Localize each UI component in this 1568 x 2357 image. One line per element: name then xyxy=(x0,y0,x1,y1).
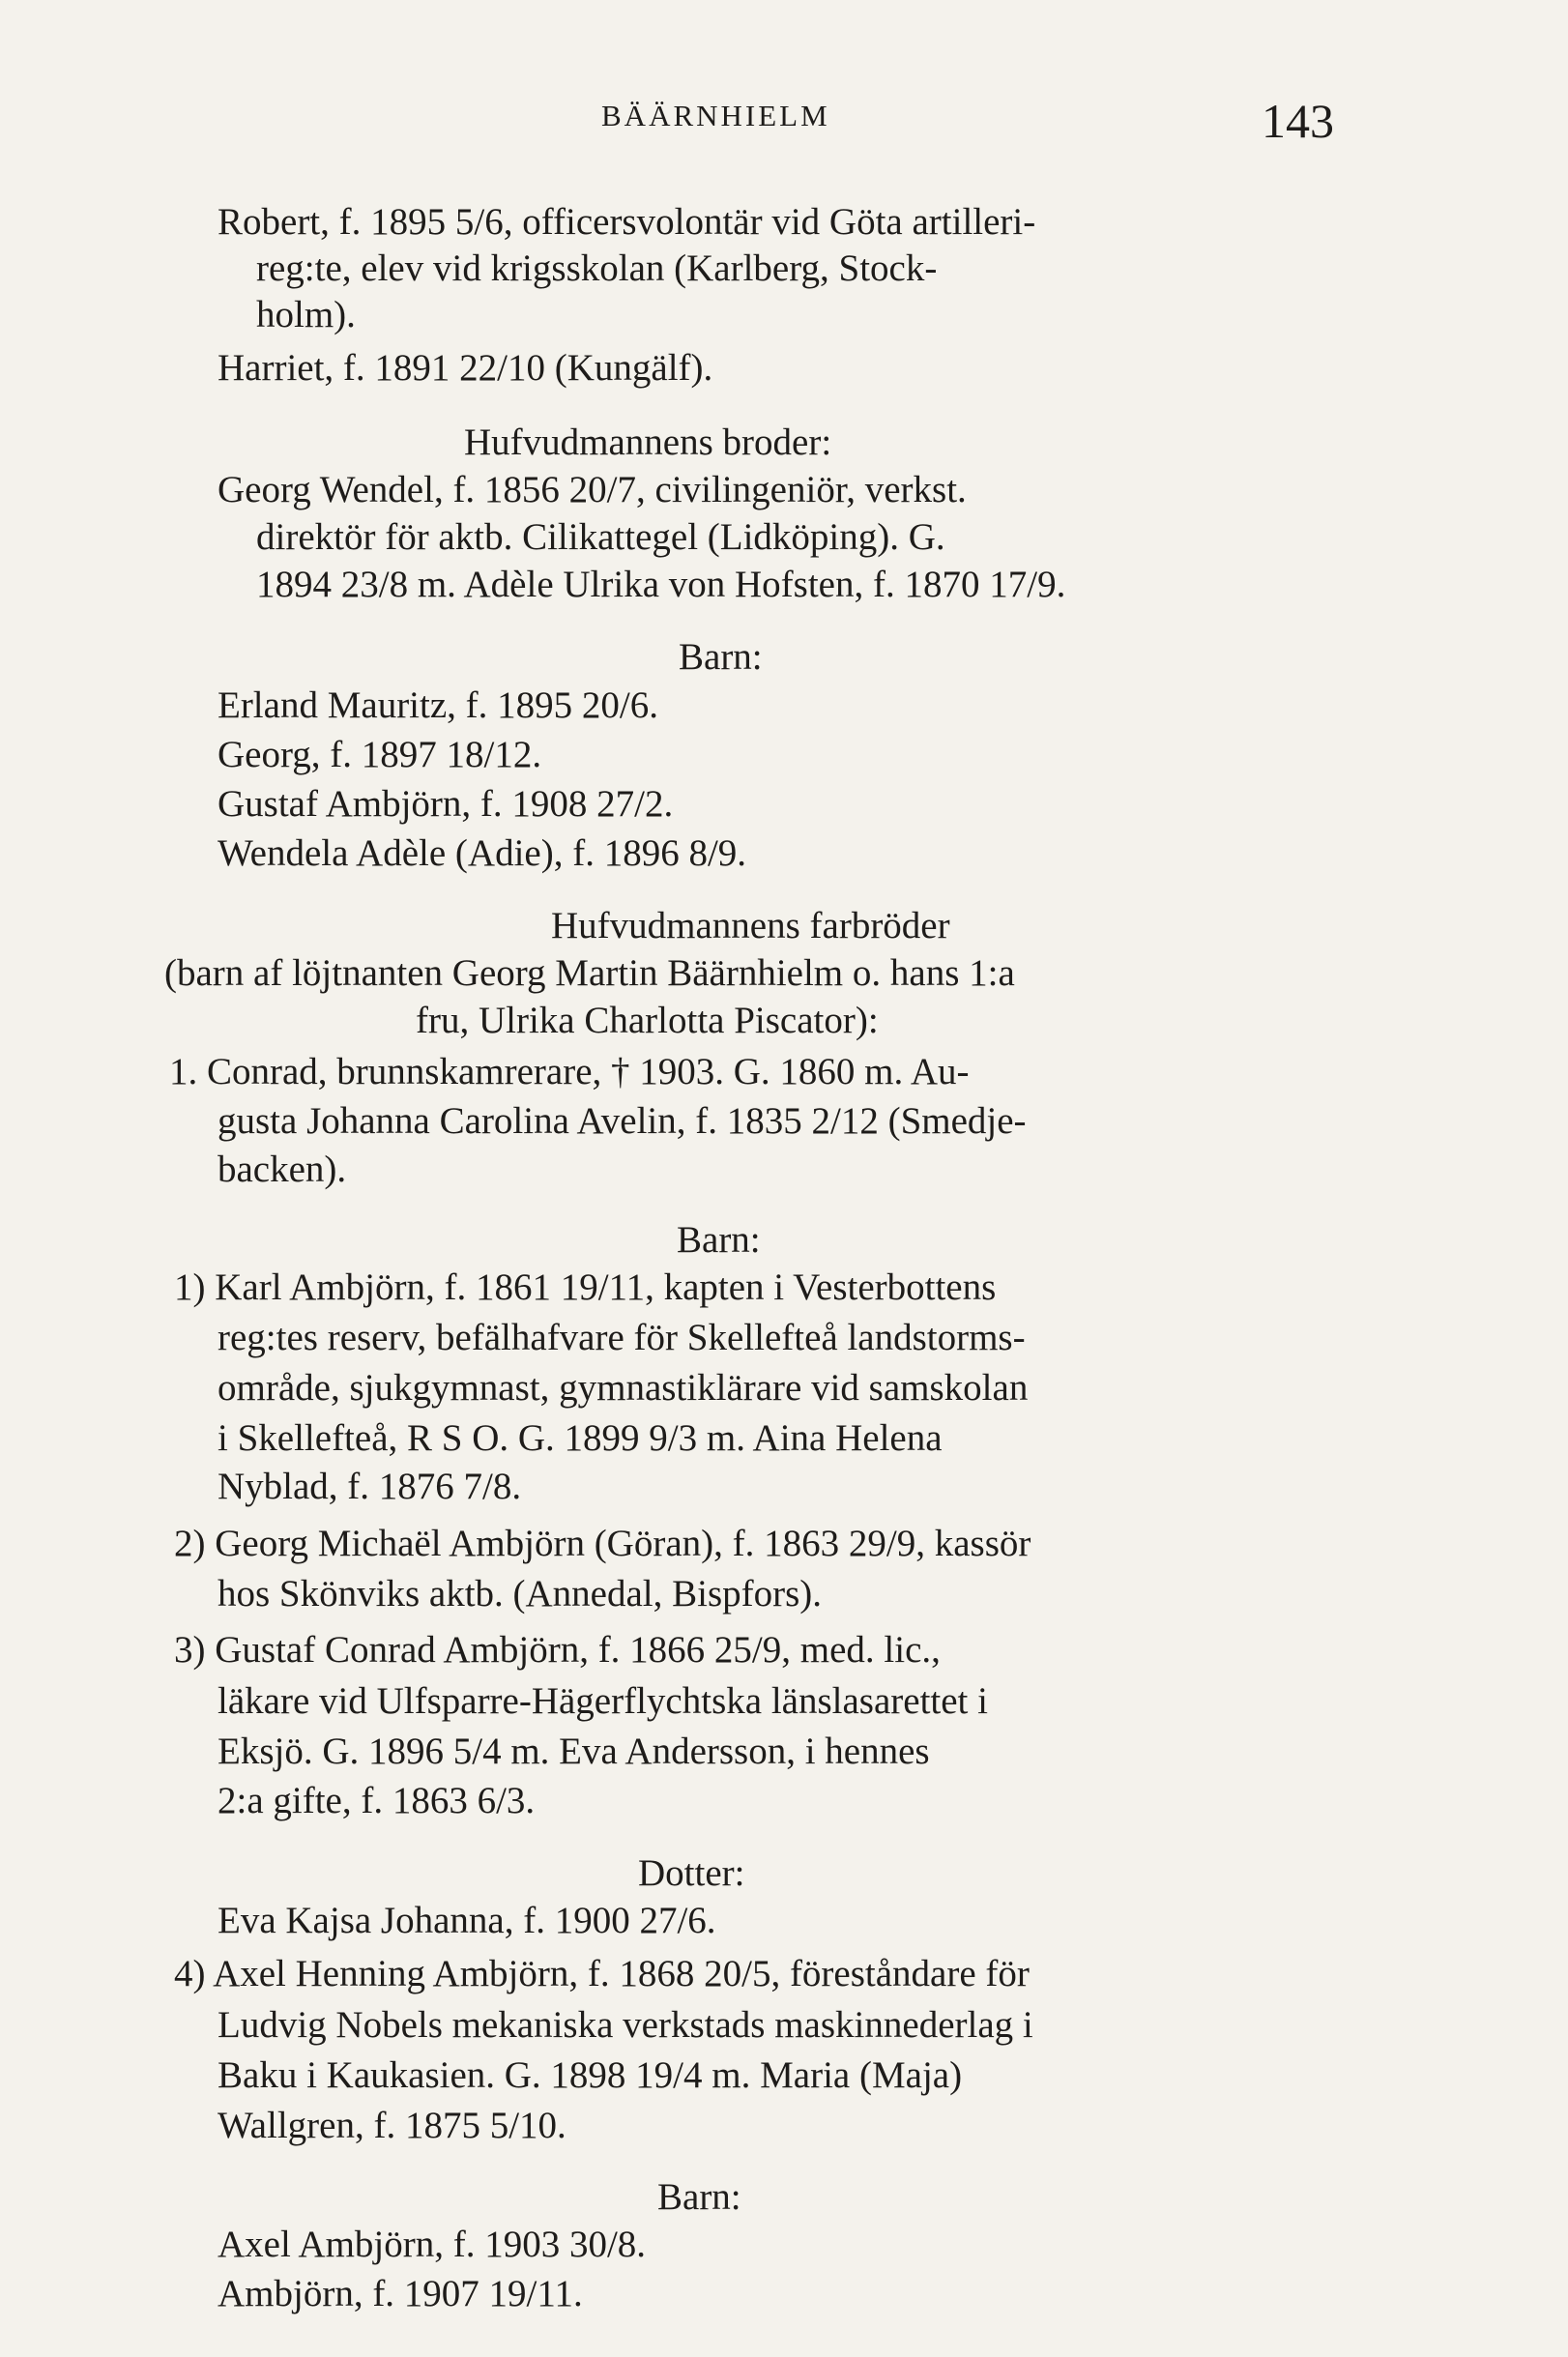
text-line: Gustaf Ambjörn, f. 1908 27/2. xyxy=(218,783,674,825)
section-heading: Dotter: xyxy=(638,1852,745,1894)
text-line: direktör för aktb. Cilikattegel (Lidköping). G. xyxy=(256,516,945,558)
page-number: 143 xyxy=(1262,94,1334,148)
section-heading: Barn: xyxy=(657,2176,741,2218)
text-line: Robert, f. 1895 5/6, officersvolontär vid Göta artilleri- xyxy=(218,201,1036,243)
text-line: Ludvig Nobels mekaniska verkstads maskinnederlag i xyxy=(218,2004,1033,2046)
text-line: 1) Karl Ambjörn, f. 1861 19/11, kapten i Vesterbottens xyxy=(174,1266,997,1308)
text-line: Harriet, f. 1891 22/10 (Kungälf). xyxy=(218,347,713,389)
text-line: område, sjukgymnast, gymnastiklärare vid samskolan xyxy=(218,1367,1029,1409)
text-line: Ambjörn, f. 1907 19/11. xyxy=(218,2273,583,2314)
text-line: läkare vid Ulfsparre-Hägerflychtska länslasarettet i xyxy=(218,1680,988,1722)
text-line: Baku i Kaukasien. G. 1898 19/4 m. Maria (Maja) xyxy=(218,2054,963,2096)
text-line: Nyblad, f. 1876 7/8. xyxy=(218,1466,522,1507)
text-line: 2) Georg Michaël Ambjörn (Göran), f. 1863 29/9, kassör xyxy=(174,1523,1031,1564)
text-line: Eksjö. G. 1896 5/4 m. Eva Andersson, i hennes xyxy=(218,1731,930,1772)
text-line: 2:a gifte, f. 1863 6/3. xyxy=(218,1780,536,1821)
text-line: backen). xyxy=(218,1149,347,1190)
text-line: (barn af löjtnanten Georg Martin Bäärnhielm o. hans 1:a xyxy=(164,952,1015,994)
text-line: 3) Gustaf Conrad Ambjörn, f. 1866 25/9, med. lic., xyxy=(174,1629,941,1671)
text-line: Axel Ambjörn, f. 1903 30/8. xyxy=(218,2224,647,2265)
section-heading: Barn: xyxy=(679,636,763,678)
section-heading: Barn: xyxy=(677,1219,761,1261)
text-line: holm). xyxy=(256,294,356,335)
section-heading: Hufvudmannens farbröder xyxy=(551,905,950,946)
section-heading: Hufvudmannens broder: xyxy=(464,422,832,463)
text-line: 1. Conrad, brunnskamrerare, † 1903. G. 1860 m. Au- xyxy=(169,1051,970,1092)
text-line: reg:tes reserv, befälhafvare för Skellefteå landstorms- xyxy=(218,1317,1026,1358)
text-line: i Skellefteå, R S O. G. 1899 9/3 m. Aina Helena xyxy=(218,1417,943,1459)
text-line: 1894 23/8 m. Adèle Ulrika von Hofsten, f. 1870 17/9. xyxy=(256,564,1066,605)
text-line: Georg Wendel, f. 1856 20/7, civilingeniör, verkst. xyxy=(218,469,967,510)
text-line: 4) Axel Henning Ambjörn, f. 1868 20/5, föreståndare för xyxy=(174,1953,1030,1994)
text-line: hos Skönviks aktb. (Annedal, Bispfors). xyxy=(218,1573,823,1615)
running-head: BÄÄRNHIELM xyxy=(601,99,830,132)
text-line: Erland Mauritz, f. 1895 20/6. xyxy=(218,684,658,726)
page-header xyxy=(0,93,1568,151)
text-line: gusta Johanna Carolina Avelin, f. 1835 2/12 (Smedje- xyxy=(218,1100,1027,1142)
text-line: Georg, f. 1897 18/12. xyxy=(218,734,542,775)
text-line: Eva Kajsa Johanna, f. 1900 27/6. xyxy=(218,1900,716,1941)
text-line: fru, Ulrika Charlotta Piscator): xyxy=(416,1000,879,1041)
text-line: Wallgren, f. 1875 5/10. xyxy=(218,2105,566,2146)
text-line: Wendela Adèle (Adie), f. 1896 8/9. xyxy=(218,832,747,874)
text-line: reg:te, elev vid krigsskolan (Karlberg, Stock- xyxy=(256,247,938,289)
